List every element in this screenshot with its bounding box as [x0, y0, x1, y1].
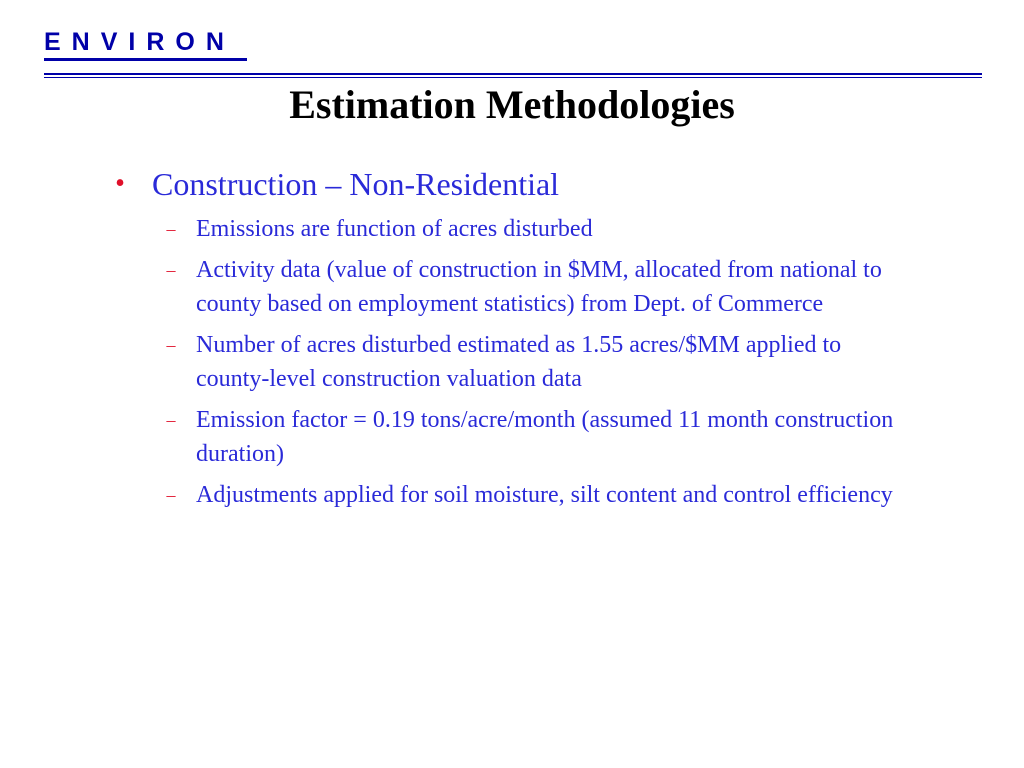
slide-title: Estimation Methodologies — [289, 82, 735, 127]
sub-bullet-marker: – — [166, 260, 176, 280]
sub-bullet-marker: – — [166, 485, 176, 505]
sub-bullet-marker: – — [166, 335, 176, 355]
sub-bullet-marker: – — [166, 410, 176, 430]
sub-bullet-emissions — [160, 212, 910, 246]
bullet-construction — [110, 162, 910, 206]
slide-content — [110, 162, 910, 519]
sub-bullet-text: Emission factor = 0.19 tons/acre/month (assumed 11 month construction duration) — [196, 407, 894, 467]
header-rule-bottom — [44, 77, 982, 78]
sub-bullet-adjustments — [160, 478, 910, 512]
sub-bullet-activity-data — [160, 253, 910, 321]
sub-bullet-text: Emissions are function of acres disturbed — [196, 216, 593, 242]
sub-bullet-marker: – — [166, 219, 176, 239]
environ-logo — [44, 28, 247, 62]
sub-bullet-acres-disturbed — [160, 328, 910, 396]
logo-text: ENVIRON — [44, 28, 235, 56]
sub-bullet-text: Activity data (value of construction in $MM, allocated from national to county based on employment statistics) from Dept. of Commerce — [196, 257, 882, 317]
bullet-text: Construction – Non-Residential — [152, 166, 560, 202]
bullet-marker: • — [115, 168, 125, 199]
logo-underline — [44, 58, 247, 61]
sub-bullet-list — [110, 212, 910, 512]
sub-bullet-text: Adjustments applied for soil moisture, silt content and control efficiency — [196, 482, 893, 508]
header-rule-top — [44, 73, 982, 75]
sub-bullet-text: Number of acres disturbed estimated as 1.55 acres/$MM applied to county-level construction valuation data — [196, 332, 842, 392]
sub-bullet-emission-factor — [160, 403, 910, 471]
